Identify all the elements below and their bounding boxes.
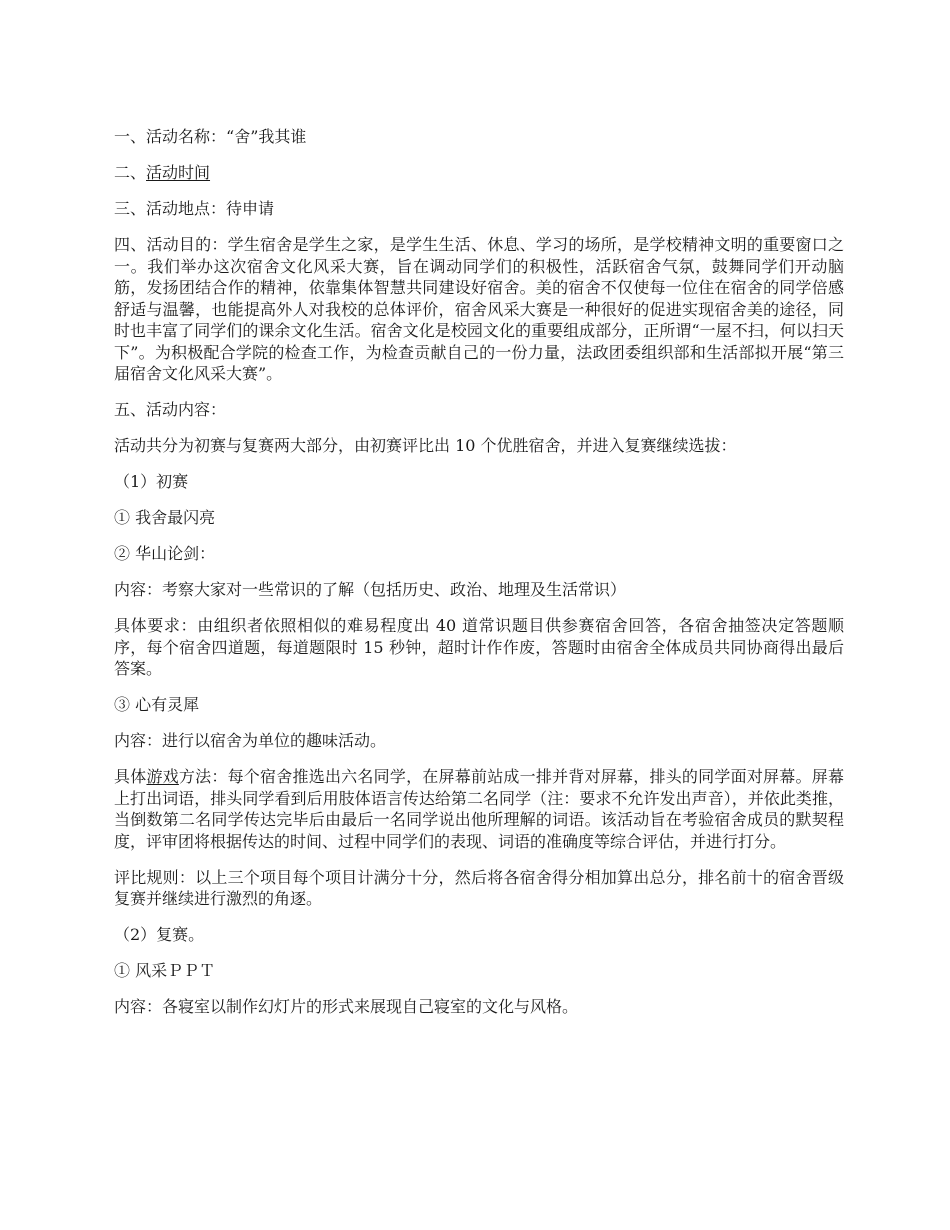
activity-overview: 活动共分为初赛与复赛两大部分，由初赛评比出 10 个优胜宿舍，并进入复赛继续选拔：	[114, 436, 737, 455]
round1-item2-requirements: 具体要求：由组织者依照相似的难易程度出 40 道常识题目供参赛宿舍回答，各宿舍抽签决定答题顺序，每个宿舍四道题，每道题限时 15 秒钟，超时计作作废，答题时由宿舍全体成员共同协商得出最后答案。	[114, 616, 844, 678]
activity-time-link[interactable]: 活动时间	[146, 163, 211, 182]
section-activity-content-heading: 五、活动内容：	[114, 400, 227, 419]
method-prefix: 具体	[114, 767, 147, 786]
document-page	[114, 126, 844, 1032]
game-link[interactable]: 游戏	[146, 767, 179, 786]
round1-item3: ③ 心有灵犀	[114, 695, 200, 714]
round1-item2: ② 华山论剑：	[114, 544, 216, 563]
method-rest: 方法：每个宿舍推选出六名同学，在屏幕前站成一排并背对屏幕，排头的同学面对屏幕。屏幕上打出词语，排头同学看到后用肢体语言传达给第二名同学（注：要求不允许发出声音），并依此类推，当倒数第二名同学传达完毕后由最后一名同学说出他所理解的词语。该活动旨在考验宿舍成员的默契程度，评审团将根据传达的时间、过程中同学们的表现、词语的准确度等综合评估，并进行打分。	[114, 767, 844, 851]
section-activity-name	[114, 126, 844, 148]
activity-name-value: “舍”我其谁	[226, 127, 307, 146]
section-activity-purpose: 四、活动目的：学生宿舍是学生之家，是学生生活、休息、学习的场所，是学校精神文明的重要窗口之一。我们举办这次宿舍文化风采大赛，旨在调动同学们的积极性，活跃宿舍气氛，鼓舞同学们开动脑筋，发扬团结合作的精神，依靠集体智慧共同建设好宿舍。美的宿舍不仅使每一位住在宿舍的同学倍感舒适与温馨，也能提高外人对我校的总体评价，宿舍风采大赛是一种很好的促进实现宿舍美的途径，同时也丰富了同学们的课余文化生活。宿舍文化是校园文化的重要组成部分，正所谓“一屋不扫，何以扫天下”。为积极配合学院的检查工作，为检查贡献自己的一份力量，法政团委组织部和生活部拟开展“第三届宿舍文化风采大赛”。	[114, 235, 844, 383]
section-label: 二、	[114, 163, 147, 182]
section-activity-location	[114, 198, 844, 220]
round1-item3-content: 内容：进行以宿舍为单位的趣味活动。	[114, 731, 387, 750]
round1-item1: ① 我舍最闪亮	[114, 508, 216, 527]
round1-title: （1）初赛	[114, 472, 189, 491]
round1-scoring-rules: 评比规则：以上三个项目每个项目计满分十分，然后将各宿舍得分相加算出总分，排名前十的宿舍晋级复赛并继续进行激烈的角逐。	[114, 867, 844, 908]
round1-item3-method	[114, 766, 844, 852]
round2-title: （2）复赛。	[114, 925, 205, 944]
section-label: 一、活动名称：	[114, 127, 227, 146]
round1-item2-content: 内容：考察大家对一些常识的了解（包括历史、政治、地理及生活常识）	[114, 580, 627, 599]
round2-item1-content: 内容：各寝室以制作幻灯片的形式来展现自己寝室的文化与风格。	[114, 997, 579, 1016]
section-label: 三、活动地点：	[114, 199, 227, 218]
activity-location-value: 待申请	[226, 199, 275, 218]
section-activity-time	[114, 162, 844, 184]
round2-item1: ① 风采ＰＰＴ	[114, 961, 216, 980]
